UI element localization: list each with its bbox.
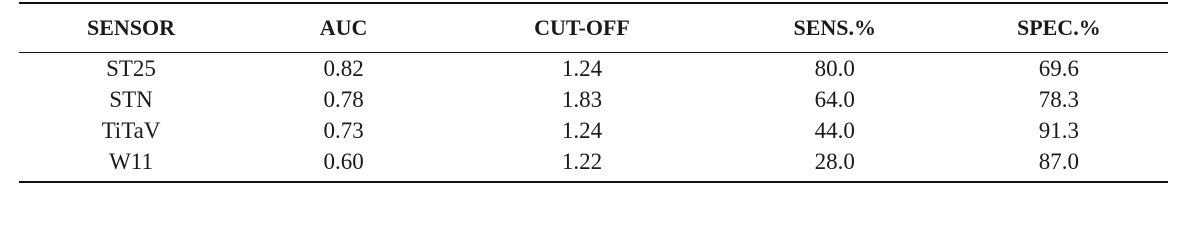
cell-sensitivity: 28.0 <box>814 148 855 174</box>
cell-sensor: TiTaV <box>101 117 161 143</box>
column-header-cut-off: CUT-OFF <box>534 15 630 40</box>
column-header-sensor: SENSOR <box>87 15 176 40</box>
column-header-specificity: SPEC.% <box>1016 15 1101 40</box>
cell-auc: 0.60 <box>323 148 364 174</box>
table-row <box>19 146 1168 181</box>
table-row <box>19 84 1168 115</box>
cell-specificity: 91.3 <box>1038 117 1079 143</box>
cell-sensor: STN <box>109 86 153 112</box>
cell-specificity: 78.3 <box>1038 86 1079 112</box>
table-header <box>19 4 1168 52</box>
cell-auc: 0.78 <box>323 86 364 112</box>
cell-specificity: 69.6 <box>1038 55 1079 81</box>
cell-cut-off: 1.24 <box>561 55 603 81</box>
cell-cut-off: 1.24 <box>561 117 603 143</box>
cell-sensitivity: 44.0 <box>814 117 855 143</box>
results-table-container <box>19 0 1168 183</box>
cell-auc: 0.82 <box>323 55 364 81</box>
table-body <box>19 52 1168 181</box>
table-bottom-rule <box>19 181 1168 183</box>
column-header-sensitivity: SENS.% <box>793 15 877 40</box>
cell-cut-off: 1.83 <box>561 86 603 112</box>
cell-sensitivity: 64.0 <box>814 86 855 112</box>
table-row <box>19 115 1168 146</box>
cell-sensitivity: 80.0 <box>814 55 855 81</box>
column-header-auc: AUC <box>319 15 368 40</box>
header-row <box>19 4 1168 52</box>
cell-sensor: W11 <box>109 148 153 174</box>
results-table <box>19 4 1168 181</box>
cell-cut-off: 1.22 <box>561 148 603 174</box>
cell-sensor: ST25 <box>106 55 156 81</box>
cell-auc: 0.73 <box>323 117 364 143</box>
cell-specificity: 87.0 <box>1038 148 1079 174</box>
table-row <box>19 53 1168 84</box>
